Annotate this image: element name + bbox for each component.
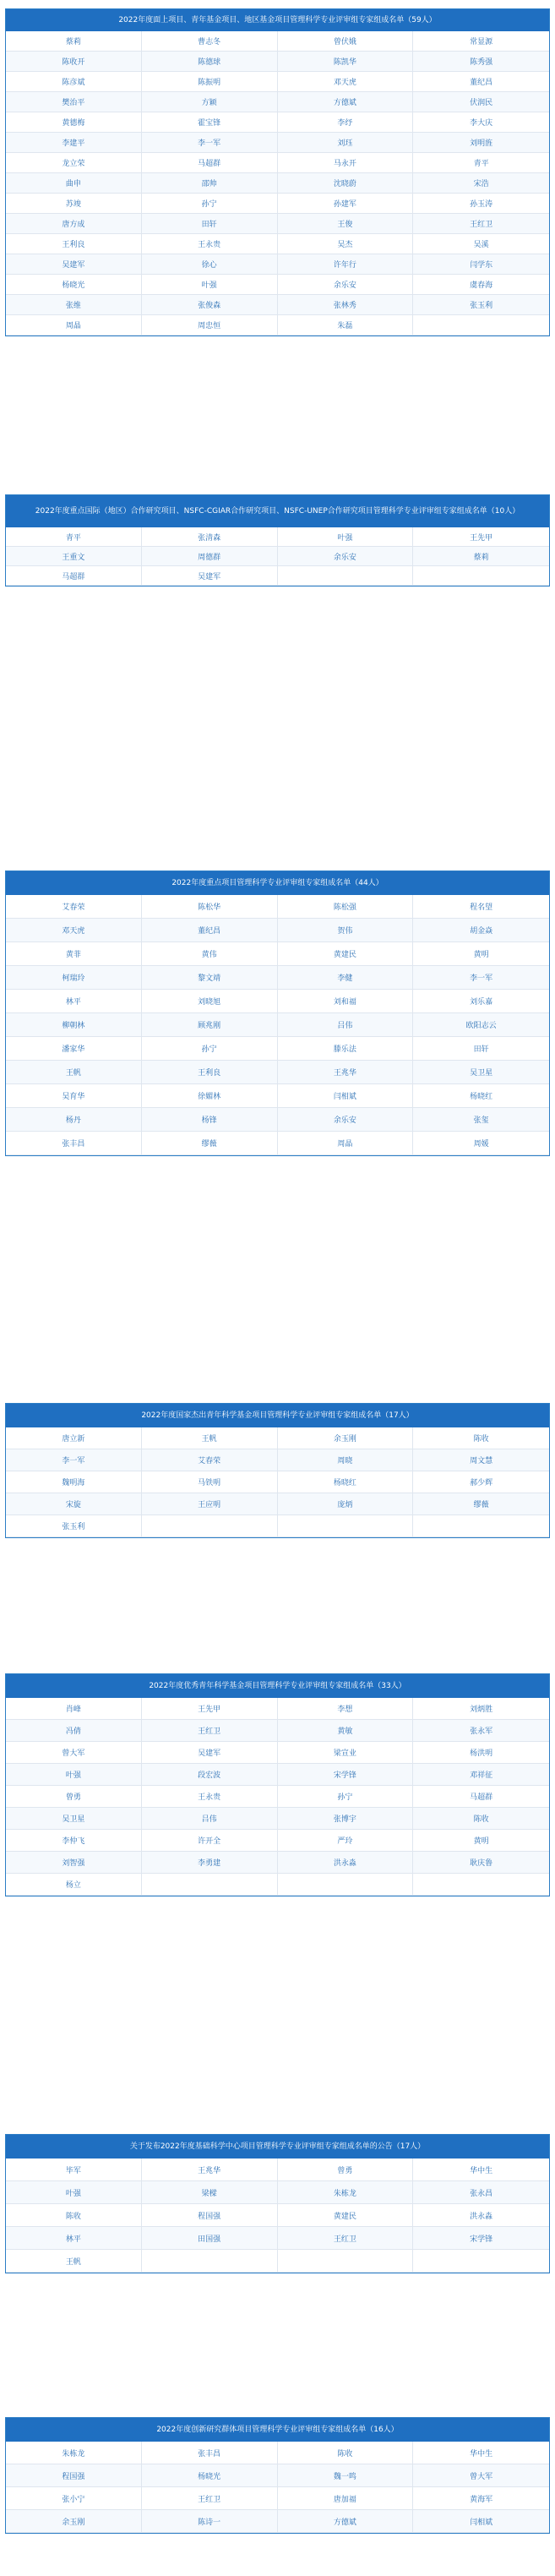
member-name-cell: 刘晓旭: [142, 990, 278, 1013]
member-name-cell: 王俊: [278, 214, 414, 234]
member-name-cell: 吴建军: [142, 1742, 278, 1764]
member-name-cell: 王兆华: [278, 1061, 414, 1084]
member-name-cell: 刘和福: [278, 990, 414, 1013]
member-name-cell: 叶强: [278, 527, 414, 547]
member-name-cell: 邓天虎: [6, 919, 142, 942]
member-name-cell: 张玺: [413, 1108, 549, 1132]
member-name-cell: 黄明: [413, 942, 549, 966]
member-name-cell: 朱栋龙: [278, 2181, 414, 2204]
section-title: 2022年度国家杰出青年科学基金项目管理科学专业评审组专家组成名单（17人）: [6, 1404, 549, 1427]
member-name-cell: 田轩: [413, 1037, 549, 1061]
member-name-cell: 潘家华: [6, 1037, 142, 1061]
member-name-cell: 马超群: [413, 1786, 549, 1808]
member-name-cell: 黄明: [413, 1830, 549, 1852]
member-name-cell: 刘明旌: [413, 133, 549, 153]
member-name-cell: 张玉利: [6, 1515, 142, 1537]
member-name-cell: 曲申: [6, 173, 142, 194]
member-name-cell: 唐加福: [278, 2487, 414, 2510]
member-name-cell: [142, 1874, 278, 1896]
member-name-cell: 王先甲: [142, 1698, 278, 1720]
member-name-cell: 王红卫: [413, 214, 549, 234]
member-name-cell: 张丰昌: [6, 1132, 142, 1155]
member-name-cell: 梁宣业: [278, 1742, 414, 1764]
member-name-cell: 魏一鸣: [278, 2464, 414, 2487]
member-name-cell: 杨洪明: [413, 1742, 549, 1764]
member-name-cell: 周德群: [142, 547, 278, 566]
member-name-cell: [278, 1515, 414, 1537]
member-name-cell: 霍宝锋: [142, 112, 278, 133]
member-name-cell: 马铁明: [142, 1471, 278, 1493]
member-name-cell: 杨立: [6, 1874, 142, 1896]
member-name-cell: 王红卫: [142, 2487, 278, 2510]
member-name-cell: 宋浩: [413, 173, 549, 194]
member-name-cell: 程国强: [6, 2464, 142, 2487]
member-name-cell: 孙宁: [142, 1037, 278, 1061]
member-name-cell: 蔡莉: [413, 547, 549, 566]
member-name-cell: 李勇建: [142, 1852, 278, 1874]
member-list-section: [5, 1673, 550, 1897]
member-name-cell: 吴建军: [6, 254, 142, 275]
section-title: 2022年度创新研究群体项目管理科学专业评审组专家组成名单（16人）: [6, 2418, 549, 2442]
member-name-cell: 苏竣: [6, 194, 142, 214]
member-name-cell: 张丰昌: [142, 2442, 278, 2464]
member-name-cell: 闫相斌: [278, 1084, 414, 1108]
member-name-cell: 刘炳胜: [413, 1698, 549, 1720]
member-name-cell: 王重文: [6, 547, 142, 566]
member-name-cell: 曾大军: [413, 2464, 549, 2487]
member-name-cell: 严玲: [278, 1830, 414, 1852]
member-name-cell: 龙立荣: [6, 153, 142, 173]
member-name-cell: 黄菲: [6, 942, 142, 966]
member-name-cell: 黄伟: [142, 942, 278, 966]
member-name-cell: 孙宁: [142, 194, 278, 214]
member-name-cell: 杨晓红: [278, 1471, 414, 1493]
member-name-cell: 宋学锋: [413, 2227, 549, 2250]
member-name-cell: 王先甲: [413, 527, 549, 547]
member-name-cell: 柯瑞玲: [6, 966, 142, 990]
member-name-cell: 李大庆: [413, 112, 549, 133]
member-name-cell: 王帆: [6, 2250, 142, 2273]
member-name-cell: 郝少辉: [413, 1471, 549, 1493]
member-name-cell: 张玉利: [413, 295, 549, 315]
member-name-cell: 贺伟: [278, 919, 414, 942]
member-name-cell: 余玉刚: [6, 2510, 142, 2533]
member-name-cell: 陈收: [6, 2204, 142, 2227]
member-name-cell: 周忠恒: [142, 315, 278, 336]
member-name-cell: 周媛: [413, 1132, 549, 1155]
member-name-cell: 曾大军: [6, 1742, 142, 1764]
member-name-cell: 华中生: [413, 2442, 549, 2464]
member-name-cell: 吕伟: [278, 1013, 414, 1037]
member-name-cell: 欧阳志云: [413, 1013, 549, 1037]
section-title: 2022年度优秀青年科学基金项目管理科学专业评审组专家组成名单（33人）: [6, 1674, 549, 1698]
member-name-cell: 闫相斌: [413, 2510, 549, 2533]
member-name-cell: 孙宁: [278, 1786, 414, 1808]
member-name-cell: 陈收: [413, 1427, 549, 1449]
member-name-cell: 李健: [278, 966, 414, 990]
member-name-cell: 李纾: [278, 112, 414, 133]
member-name-cell: 陈彦斌: [6, 72, 142, 92]
member-name-cell: 陈松强: [278, 895, 414, 919]
member-name-cell: [142, 1515, 278, 1537]
member-name-cell: 方颖: [142, 92, 278, 112]
member-name-cell: 吴卫星: [413, 1061, 549, 1084]
member-name-cell: 樊治平: [6, 92, 142, 112]
member-name-cell: 陈诗一: [142, 2510, 278, 2533]
member-name-cell: 黄海军: [413, 2487, 549, 2510]
member-name-cell: 缪薇: [142, 1132, 278, 1155]
member-name-cell: 李仲飞: [6, 1830, 142, 1852]
member-name-cell: 冯倩: [6, 1720, 142, 1742]
member-name-cell: 艾春荣: [142, 1449, 278, 1471]
member-name-cell: 华中生: [413, 2158, 549, 2181]
member-name-cell: 刘智强: [6, 1852, 142, 1874]
member-name-cell: 吴溪: [413, 234, 549, 254]
member-name-cell: 王兆华: [142, 2158, 278, 2181]
member-name-cell: 段宏波: [142, 1764, 278, 1786]
member-list-section: [5, 1403, 550, 1538]
member-name-cell: 周文慧: [413, 1449, 549, 1471]
member-name-cell: 徐媚林: [142, 1084, 278, 1108]
member-name-cell: 王红卫: [142, 1720, 278, 1742]
member-name-cell: 魏明海: [6, 1471, 142, 1493]
member-name-cell: 王永贵: [142, 234, 278, 254]
member-name-cell: 刘乐嘉: [413, 990, 549, 1013]
member-name-cell: 洪永淼: [413, 2204, 549, 2227]
member-name-cell: 刘珏: [278, 133, 414, 153]
member-name-cell: 叶强: [6, 1764, 142, 1786]
member-name-cell: 邓天虎: [278, 72, 414, 92]
member-name-cell: 张永军: [413, 1720, 549, 1742]
member-name-cell: 李一军: [413, 966, 549, 990]
member-name-cell: 余乐安: [278, 275, 414, 295]
member-name-cell: 徐心: [142, 254, 278, 275]
member-name-cell: 宋旋: [6, 1493, 142, 1515]
member-name-cell: 叶强: [142, 275, 278, 295]
member-list-section: [5, 494, 550, 587]
member-name-cell: [413, 315, 549, 336]
member-table: [6, 895, 549, 1155]
member-name-cell: 王利良: [6, 234, 142, 254]
member-name-cell: 朱栋龙: [6, 2442, 142, 2464]
member-name-cell: 缪薇: [413, 1493, 549, 1515]
member-name-cell: [413, 566, 549, 586]
member-name-cell: 曹志冬: [142, 31, 278, 52]
member-name-cell: 陈凯华: [278, 52, 414, 72]
member-name-cell: 蔡莉: [6, 31, 142, 52]
member-name-cell: 余玉刚: [278, 1427, 414, 1449]
member-name-cell: 张清森: [142, 527, 278, 547]
member-name-cell: 黄建民: [278, 942, 414, 966]
member-name-cell: 顾兆刚: [142, 1013, 278, 1037]
section-title: 2022年度面上项目、青年基金项目、地区基金项目管理科学专业评审组专家组成名单（59人）: [6, 9, 549, 31]
member-name-cell: 李想: [278, 1698, 414, 1720]
member-name-cell: 张永昌: [413, 2181, 549, 2204]
member-table: [6, 2158, 549, 2273]
member-name-cell: 杨晓光: [142, 2464, 278, 2487]
member-name-cell: 方德斌: [278, 2510, 414, 2533]
member-name-cell: 王应明: [142, 1493, 278, 1515]
member-name-cell: 梁樑: [142, 2181, 278, 2204]
member-list-section: [5, 2417, 550, 2534]
member-name-cell: [142, 2250, 278, 2273]
member-name-cell: 林平: [6, 2227, 142, 2250]
member-name-cell: 沈晓蔚: [278, 173, 414, 194]
member-name-cell: 张俊森: [142, 295, 278, 315]
member-name-cell: 朱磊: [278, 315, 414, 336]
member-name-cell: 胡金焱: [413, 919, 549, 942]
member-name-cell: 唐方成: [6, 214, 142, 234]
member-name-cell: 洪永淼: [278, 1852, 414, 1874]
member-name-cell: 余乐安: [278, 1108, 414, 1132]
member-name-cell: 青平: [6, 527, 142, 547]
member-name-cell: 黄建民: [278, 2204, 414, 2227]
member-name-cell: 吴育华: [6, 1084, 142, 1108]
member-name-cell: 马超群: [6, 566, 142, 586]
member-name-cell: 程国强: [142, 2204, 278, 2227]
member-name-cell: 杨晓红: [413, 1084, 549, 1108]
member-name-cell: 柳朝林: [6, 1013, 142, 1037]
member-name-cell: 李建平: [6, 133, 142, 153]
member-name-cell: 庞炳: [278, 1493, 414, 1515]
member-name-cell: 陈振明: [142, 72, 278, 92]
member-name-cell: 张林秀: [278, 295, 414, 315]
member-name-cell: 程名望: [413, 895, 549, 919]
member-name-cell: [278, 1874, 414, 1896]
member-name-cell: 虞春海: [413, 275, 549, 295]
member-name-cell: 宋学锋: [278, 1764, 414, 1786]
member-name-cell: 毕军: [6, 2158, 142, 2181]
member-name-cell: 杨丹: [6, 1108, 142, 1132]
member-name-cell: 杨晓光: [6, 275, 142, 295]
member-list-section: [5, 2134, 550, 2273]
member-name-cell: 周晶: [6, 315, 142, 336]
member-name-cell: 田轩: [142, 214, 278, 234]
member-name-cell: 艾春荣: [6, 895, 142, 919]
member-name-cell: 方德斌: [278, 92, 414, 112]
member-name-cell: 邵帅: [142, 173, 278, 194]
member-name-cell: 马永开: [278, 153, 414, 173]
member-name-cell: 黄敏: [278, 1720, 414, 1742]
member-name-cell: 陈收: [278, 2442, 414, 2464]
member-name-cell: 许年行: [278, 254, 414, 275]
member-name-cell: 邓祥征: [413, 1764, 549, 1786]
member-list-section: [5, 870, 550, 1156]
member-name-cell: 董纪昌: [142, 919, 278, 942]
member-name-cell: 吴卫星: [6, 1808, 142, 1830]
member-name-cell: 肖峰: [6, 1698, 142, 1720]
member-name-cell: 林平: [6, 990, 142, 1013]
member-name-cell: 叶强: [6, 2181, 142, 2204]
member-list-section: [5, 8, 550, 336]
member-name-cell: [413, 2250, 549, 2273]
member-table: [6, 31, 549, 336]
member-name-cell: 吕伟: [142, 1808, 278, 1830]
member-name-cell: 马超群: [142, 153, 278, 173]
member-name-cell: 吴杰: [278, 234, 414, 254]
member-name-cell: 黎文靖: [142, 966, 278, 990]
member-name-cell: 杨锋: [142, 1108, 278, 1132]
member-name-cell: 陈德球: [142, 52, 278, 72]
member-name-cell: 曾勇: [6, 1786, 142, 1808]
member-name-cell: [413, 1515, 549, 1537]
member-name-cell: 孙建军: [278, 194, 414, 214]
member-name-cell: 周晓: [278, 1449, 414, 1471]
member-name-cell: 常显源: [413, 31, 549, 52]
member-name-cell: 许开全: [142, 1830, 278, 1852]
member-name-cell: 黄德梅: [6, 112, 142, 133]
member-name-cell: 青平: [413, 153, 549, 173]
member-name-cell: 曾伏娥: [278, 31, 414, 52]
member-name-cell: 王帆: [6, 1061, 142, 1084]
member-name-cell: 陈松华: [142, 895, 278, 919]
member-table: [6, 2442, 549, 2533]
member-name-cell: 曾勇: [278, 2158, 414, 2181]
member-name-cell: 闫学东: [413, 254, 549, 275]
member-name-cell: 伏润民: [413, 92, 549, 112]
member-name-cell: 王永贵: [142, 1786, 278, 1808]
member-name-cell: 孙玉涛: [413, 194, 549, 214]
member-name-cell: [278, 2250, 414, 2273]
member-name-cell: 张小宁: [6, 2487, 142, 2510]
member-name-cell: 王帆: [142, 1427, 278, 1449]
member-name-cell: 耿庆鲁: [413, 1852, 549, 1874]
member-name-cell: 王利良: [142, 1061, 278, 1084]
member-table: [6, 1698, 549, 1896]
member-name-cell: 陈秀强: [413, 52, 549, 72]
member-name-cell: 滕乐法: [278, 1037, 414, 1061]
member-name-cell: 周晶: [278, 1132, 414, 1155]
member-name-cell: 陈收: [413, 1808, 549, 1830]
member-name-cell: [413, 1874, 549, 1896]
member-name-cell: 唐立新: [6, 1427, 142, 1449]
member-name-cell: 余乐安: [278, 547, 414, 566]
section-title: 关于发布2022年度基础科学中心项目管理科学专业评审组专家组成名单的公告（17人）: [6, 2135, 549, 2158]
member-name-cell: 陈收开: [6, 52, 142, 72]
member-name-cell: 田国强: [142, 2227, 278, 2250]
member-name-cell: 吴建军: [142, 566, 278, 586]
member-name-cell: [278, 566, 414, 586]
member-name-cell: 董纪昌: [413, 72, 549, 92]
member-table: [6, 527, 549, 586]
member-name-cell: 李一军: [6, 1449, 142, 1471]
section-title: 2022年度重点国际（地区）合作研究项目、NSFC-CGIAR合作研究项目、NSFC-UNEP合作研究项目管理科学专业评审组专家组成名单（10人）: [6, 495, 549, 527]
section-title: 2022年度重点项目管理科学专业评审组专家组成名单（44人）: [6, 871, 549, 895]
member-name-cell: 李一军: [142, 133, 278, 153]
member-name-cell: 王红卫: [278, 2227, 414, 2250]
member-table: [6, 1427, 549, 1537]
member-name-cell: 张博宇: [278, 1808, 414, 1830]
member-name-cell: 张维: [6, 295, 142, 315]
